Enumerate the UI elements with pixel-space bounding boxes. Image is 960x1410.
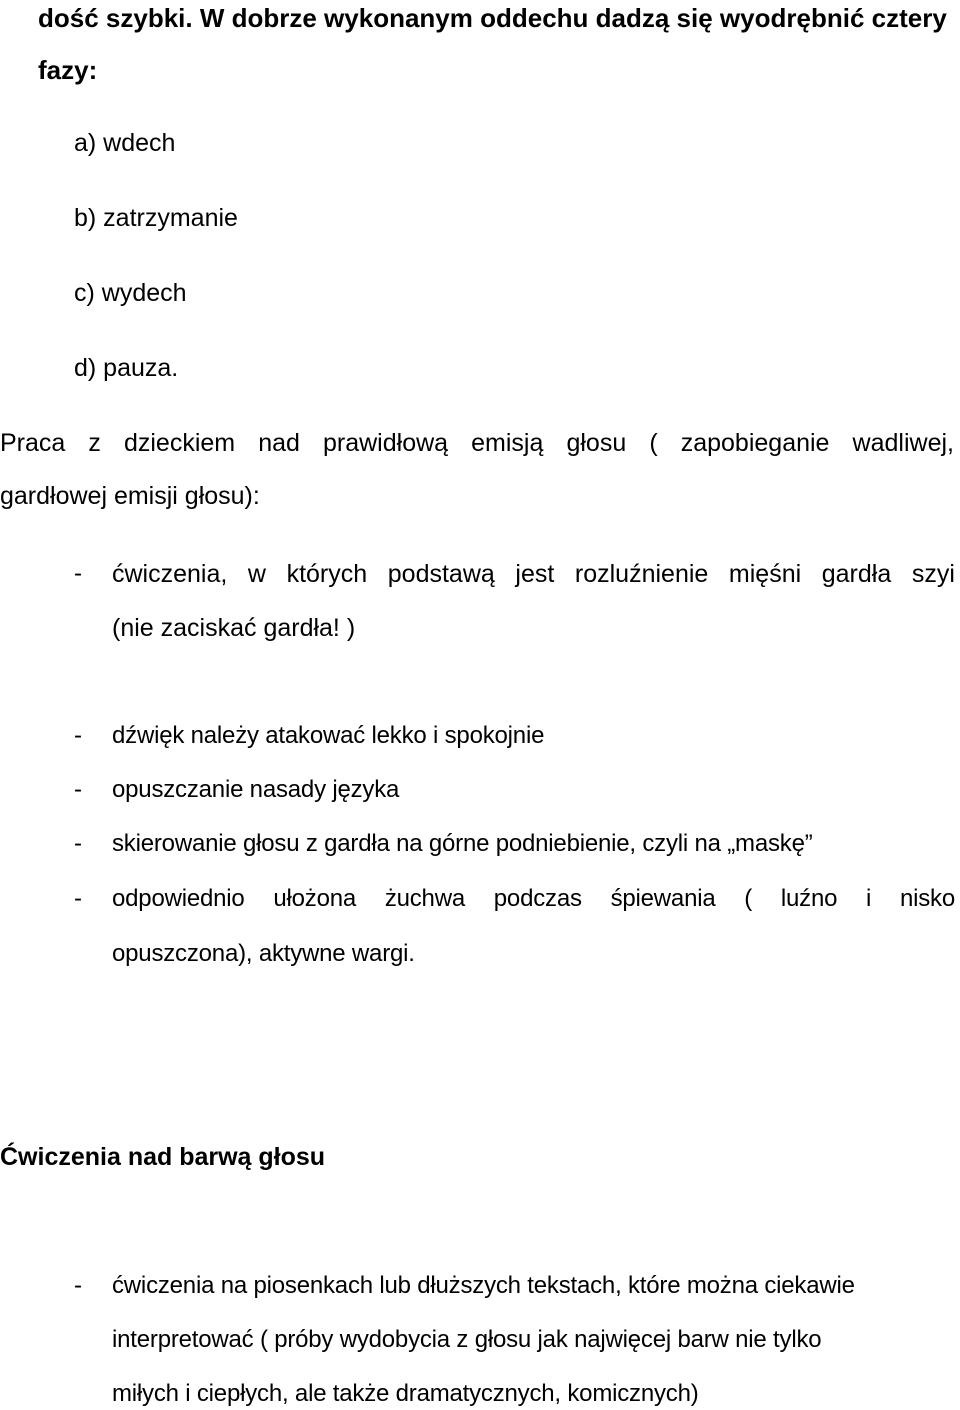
phase-item: d) pauza. bbox=[74, 354, 179, 382]
bullet-dash: - bbox=[74, 560, 82, 587]
bullet-dash: - bbox=[74, 830, 82, 857]
bullet-dash: - bbox=[74, 1272, 82, 1299]
section1-intro-line-2: gardłowej emisji głosu): bbox=[0, 482, 260, 510]
bullet-dash: - bbox=[74, 722, 82, 749]
intro-line-2: fazy: bbox=[38, 55, 98, 85]
section1-intro-line-1: Praca z dzieckiem nad prawidłową emisją głosu ( zapobieganie wadliwej, bbox=[0, 429, 954, 457]
bullet-5-line-2: opuszczona), aktywne wargi. bbox=[112, 940, 415, 967]
bullet-5-line-1: odpowiednio ułożona żuchwa podczas śpiewania ( luźno i nisko bbox=[112, 885, 955, 912]
phase-item: b) zatrzymanie bbox=[74, 204, 238, 232]
section2-bullet-line-2: interpretować ( próby wydobycia z głosu jak najwięcej barw nie tylko bbox=[112, 1326, 822, 1353]
section2-bullet-line-3: miłych i ciepłych, ale także dramatycznych, komicznych) bbox=[112, 1380, 699, 1407]
bullet-1-line-2: (nie zaciskać gardła! ) bbox=[112, 614, 356, 642]
phase-item: a) wdech bbox=[74, 129, 176, 157]
section2-bullet-line-1: ćwiczenia na piosenkach lub dłuższych tekstach, które można ciekawie bbox=[112, 1272, 855, 1299]
bullet-dash: - bbox=[74, 885, 82, 912]
bullet-dash: - bbox=[74, 776, 82, 803]
bullet-item: opuszczanie nasady języka bbox=[112, 776, 400, 803]
bullet-item: skierowanie głosu z gardła na górne podniebienie, czyli na „maskę” bbox=[112, 830, 813, 857]
phase-item: c) wydech bbox=[74, 279, 187, 307]
bullet-1-line-1: ćwiczenia, w których podstawą jest rozluźnienie mięśni gardła szyi bbox=[112, 560, 955, 588]
bullet-item: dźwięk należy atakować lekko i spokojnie bbox=[112, 722, 545, 749]
section-heading: Ćwiczenia nad barwą głosu bbox=[0, 1143, 326, 1171]
intro-line-1: dość szybki. W dobrze wykonanym oddechu dadzą się wyodrębnić cztery bbox=[38, 3, 947, 33]
